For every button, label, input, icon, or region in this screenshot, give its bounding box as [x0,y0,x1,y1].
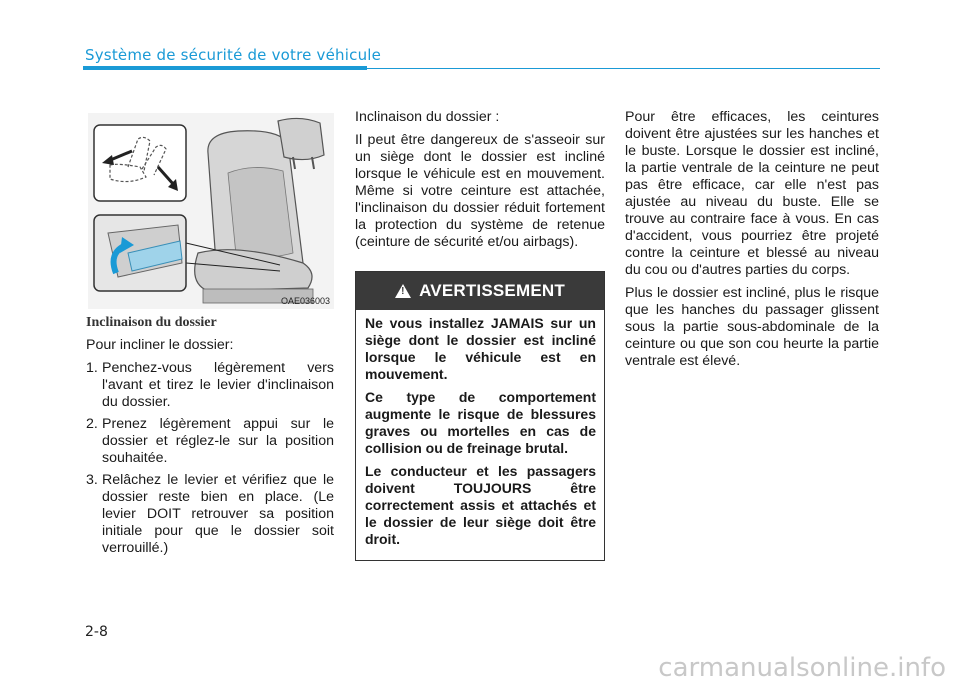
section-header-title: Système de sécurité de votre véhicule [85,46,382,64]
list-item: 2. Prenez légèrement appui sur le dossier et réglez-le sur la position souhaitée. [86,416,334,466]
warning-paragraph: Ne vous installez JAMAIS sur un siège dont le dossier est incliné lorsque le véhicule est en mouvement. [365,315,596,382]
warning-header [356,272,604,310]
seat-recline-icon [94,125,186,201]
recline-lever-icon [94,215,186,291]
intro-text: Pour incliner le dossier: [86,337,234,353]
middle-heading: Inclinaison du dossier : [355,109,500,125]
warning-paragraph: Ce type de comportement augmente le risque de blessures graves ou mortelles en cas de collision ou de freinage brutal. [365,389,596,456]
seat-recline-figure [88,113,334,309]
list-item: 3. Relâchez le levier et vérifiez que le dossier reste bien en place. (Le levier DOIT retrouver sa position initiale pour que le dossier soit verrouillé.) [86,472,334,556]
warning-paragraph: Le conducteur et les passagers doivent TOUJOURS être correctement assis et attachés et le dossier de leur siège doit être droit. [365,463,596,547]
warning-box [355,271,605,561]
warning-triangle-icon [395,284,411,298]
car-seat-image [88,113,334,309]
warning-label: AVERTISSEMENT [419,281,565,300]
right-paragraph: Pour être efficaces, les ceintures doivent être ajustées sur les hanches et le buste. Lorsque le dossier est incliné, la partie ventrale de la ceinture ne peut pas être efficace, car elle n'est pas ajustée au niveau du buste. Elle se trouve au contraire face à vous. En cas d'accident, vous pourriez être projeté contre la ceinture et blessé au niveau du cou ou d'autres parties du corps. [625,109,879,278]
header-rule-thin [367,68,880,69]
column-middle [355,109,605,257]
steps-list [86,360,334,557]
right-paragraph: Plus le dossier est incliné, plus le risque que les hanches du passager glissent sous la partie sous-abdominale de la ceinture ou que son cou heurte la partie ventrale est élevé. [625,285,879,369]
list-item: 1. Penchez-vous légèrement vers l'avant et tirez le levier d'inclinaison du dossier. [86,360,334,410]
column-right [625,109,879,376]
watermark: carmanualsonline.info [658,653,946,683]
warning-body [356,310,604,548]
section-title: Inclinaison du dossier [86,315,217,330]
page-number: 2-8 [85,624,108,640]
column-left [86,337,334,562]
header-rule-thick [83,66,367,70]
figure-code: OAE036003 [280,296,330,306]
middle-paragraph: Il peut être dangereux de s'asseoir sur un siège dont le dossier est incliné lorsque le véhicule est en mouvement. Même si votre ceinture est attachée, l'inclinaison du dossier réduit fortement la protection du système de retenue (ceinture de sécurité et/ou airbags). [355,132,605,250]
